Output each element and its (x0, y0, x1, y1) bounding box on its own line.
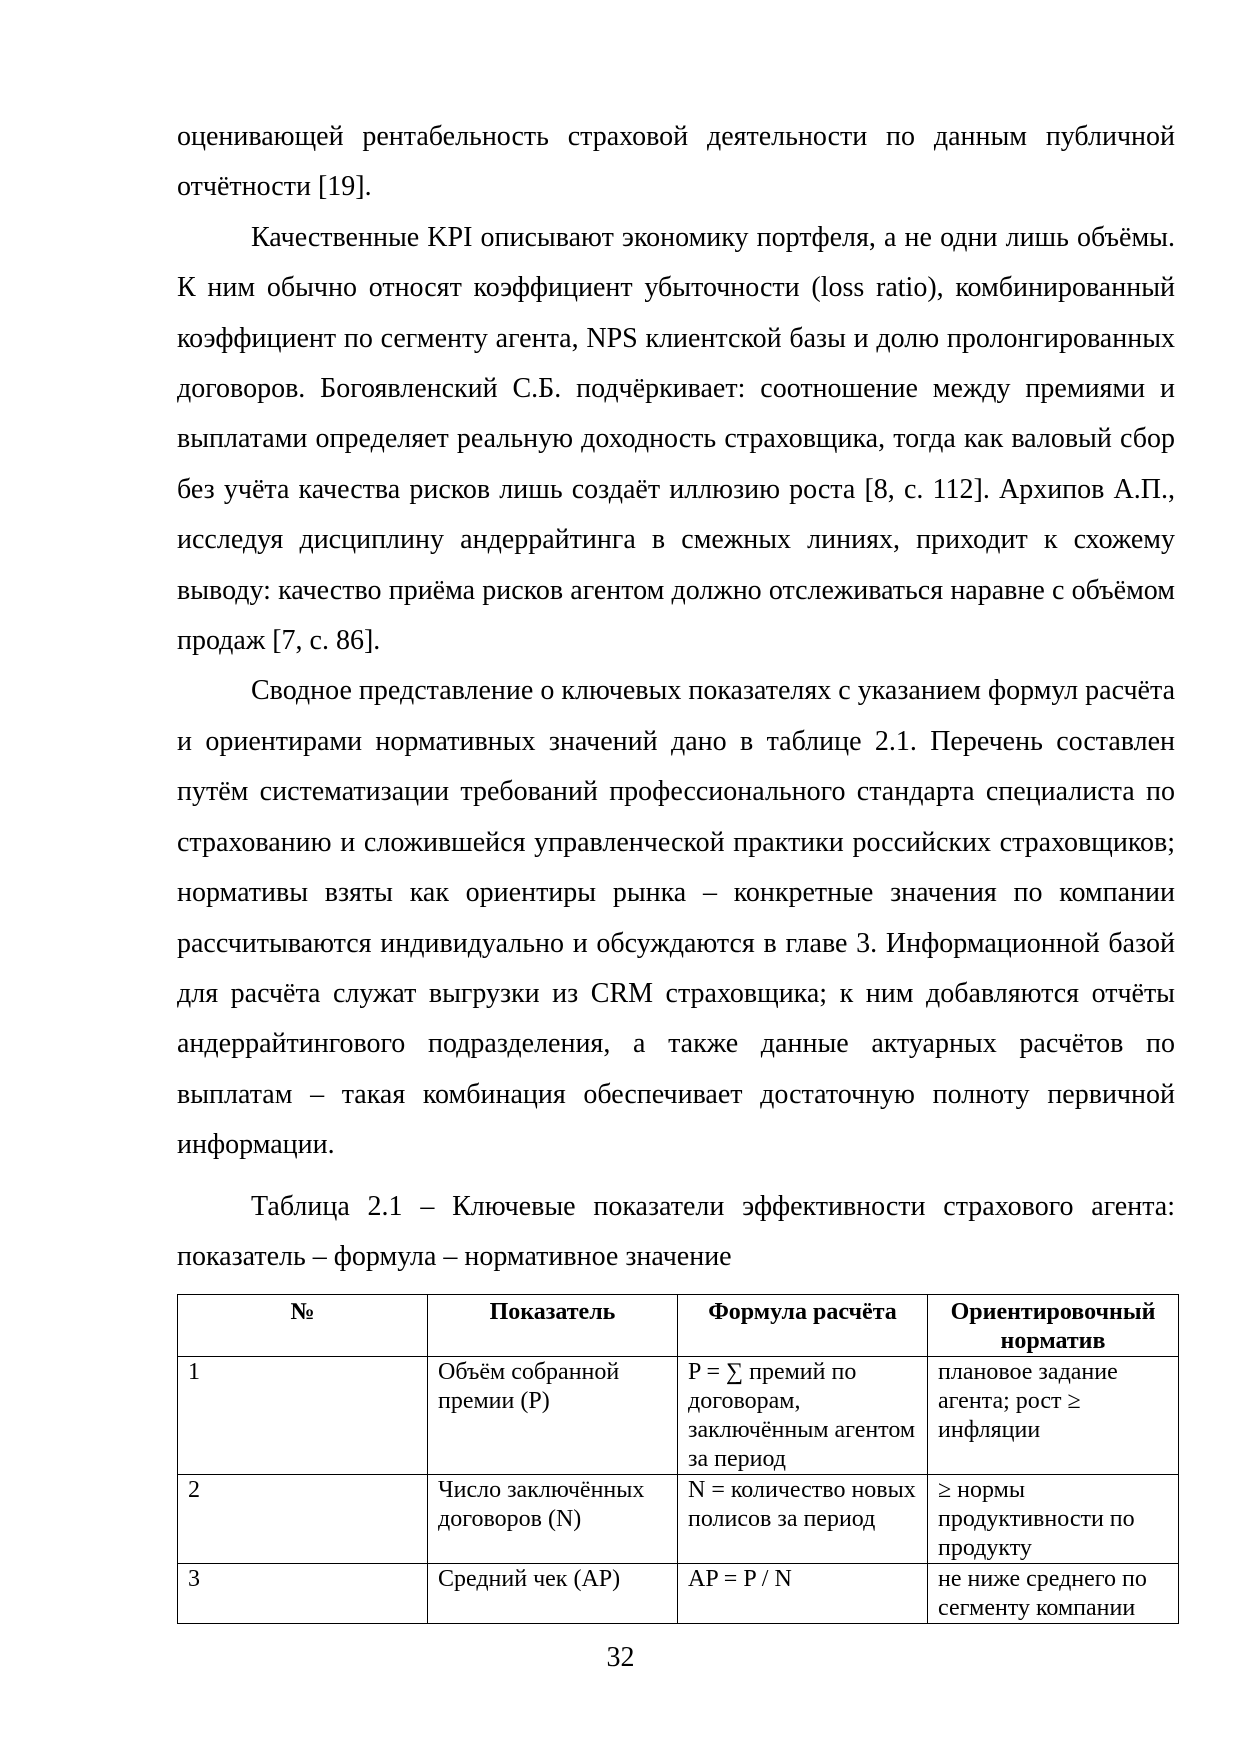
header-number: № (178, 1295, 428, 1357)
table-row (178, 1564, 1179, 1624)
header-formula: Формула расчёта (678, 1295, 928, 1357)
cell-indicator: Объём собранной премии (P) (428, 1357, 678, 1475)
cell-number: 2 (178, 1475, 428, 1564)
header-norm: Ориентировочный норматив (928, 1295, 1179, 1357)
cell-norm: ≥ нормы продуктивности по продукту (928, 1475, 1179, 1564)
paragraph-summary: Сводное представление о ключевых показателях с указанием формул расчёта и ориентирами нормативных значений дано в таблице 2.1. Перечень составлен путём систематизации требований профессионального стандарта специалиста по страхованию и сложившейся управленческой практики российских страховщиков; нормативы взяты как ориентиры рынка – конкретные значения по компании рассчитываются индивидуально и обсуждаются в главе 3. Информационной базой для расчёта служат выгрузки из CRM страховщика; к ним добавляются отчёты андеррайтингового подразделения, а также данные актуарных расчётов по выплатам – такая комбинация обеспечивает достаточную полноту первичной информации. (177, 675, 1175, 1161)
paragraph-continuation: оценивающей рентабельность страховой деятельности по данным публичной отчётности [19]. (177, 121, 1175, 203)
cell-norm: не ниже среднего по сегменту компании (928, 1564, 1179, 1624)
page-number: 32 (606, 1642, 635, 1673)
table-caption: Таблица 2.1 – Ключевые показатели эффективности страхового агента: показатель – формула – нормативное значение (177, 1190, 1175, 1272)
table-header-row (178, 1295, 1179, 1357)
cell-formula: N = количество новых полисов за период (678, 1475, 928, 1564)
paragraph-qualitative-kpi: Качественные KPI описывают экономику портфеля, а не одни лишь объёмы. К ним обычно относят коэффициент убыточности (loss ratio), комбинированный коэффициент по сегменту агента, NPS клиентской базы и долю пролонгированных договоров. Богоявленский С.Б. подчёркивает: соотношение между премиями и выплатами определяет реальную доходность страховщика, тогда как валовый сбор без учёта качества рисков лишь создаёт иллюзию роста [8, с. 112]. Архипов А.П., исследуя дисциплину андеррайтинга в смежных линиях, приходит к схожему выводу: качество приёма рисков агентом должно отслеживаться наравне с объёмом продаж [7, с. 86]. (177, 221, 1175, 657)
cell-number: 3 (178, 1564, 428, 1624)
kpi-table (177, 1294, 1179, 1624)
cell-formula: P = ∑ премий по договорам, заключённым агентом за период (678, 1357, 928, 1475)
cell-indicator: Число заключённых договоров (N) (428, 1475, 678, 1564)
cell-formula: AP = P / N (678, 1564, 928, 1624)
table-row (178, 1475, 1179, 1564)
table-row (178, 1357, 1179, 1475)
cell-number: 1 (178, 1357, 428, 1475)
header-indicator: Показатель (428, 1295, 678, 1357)
cell-norm: плановое задание агента; рост ≥ инфляции (928, 1357, 1179, 1475)
document-page (177, 112, 1175, 1624)
cell-indicator: Средний чек (AP) (428, 1564, 678, 1624)
